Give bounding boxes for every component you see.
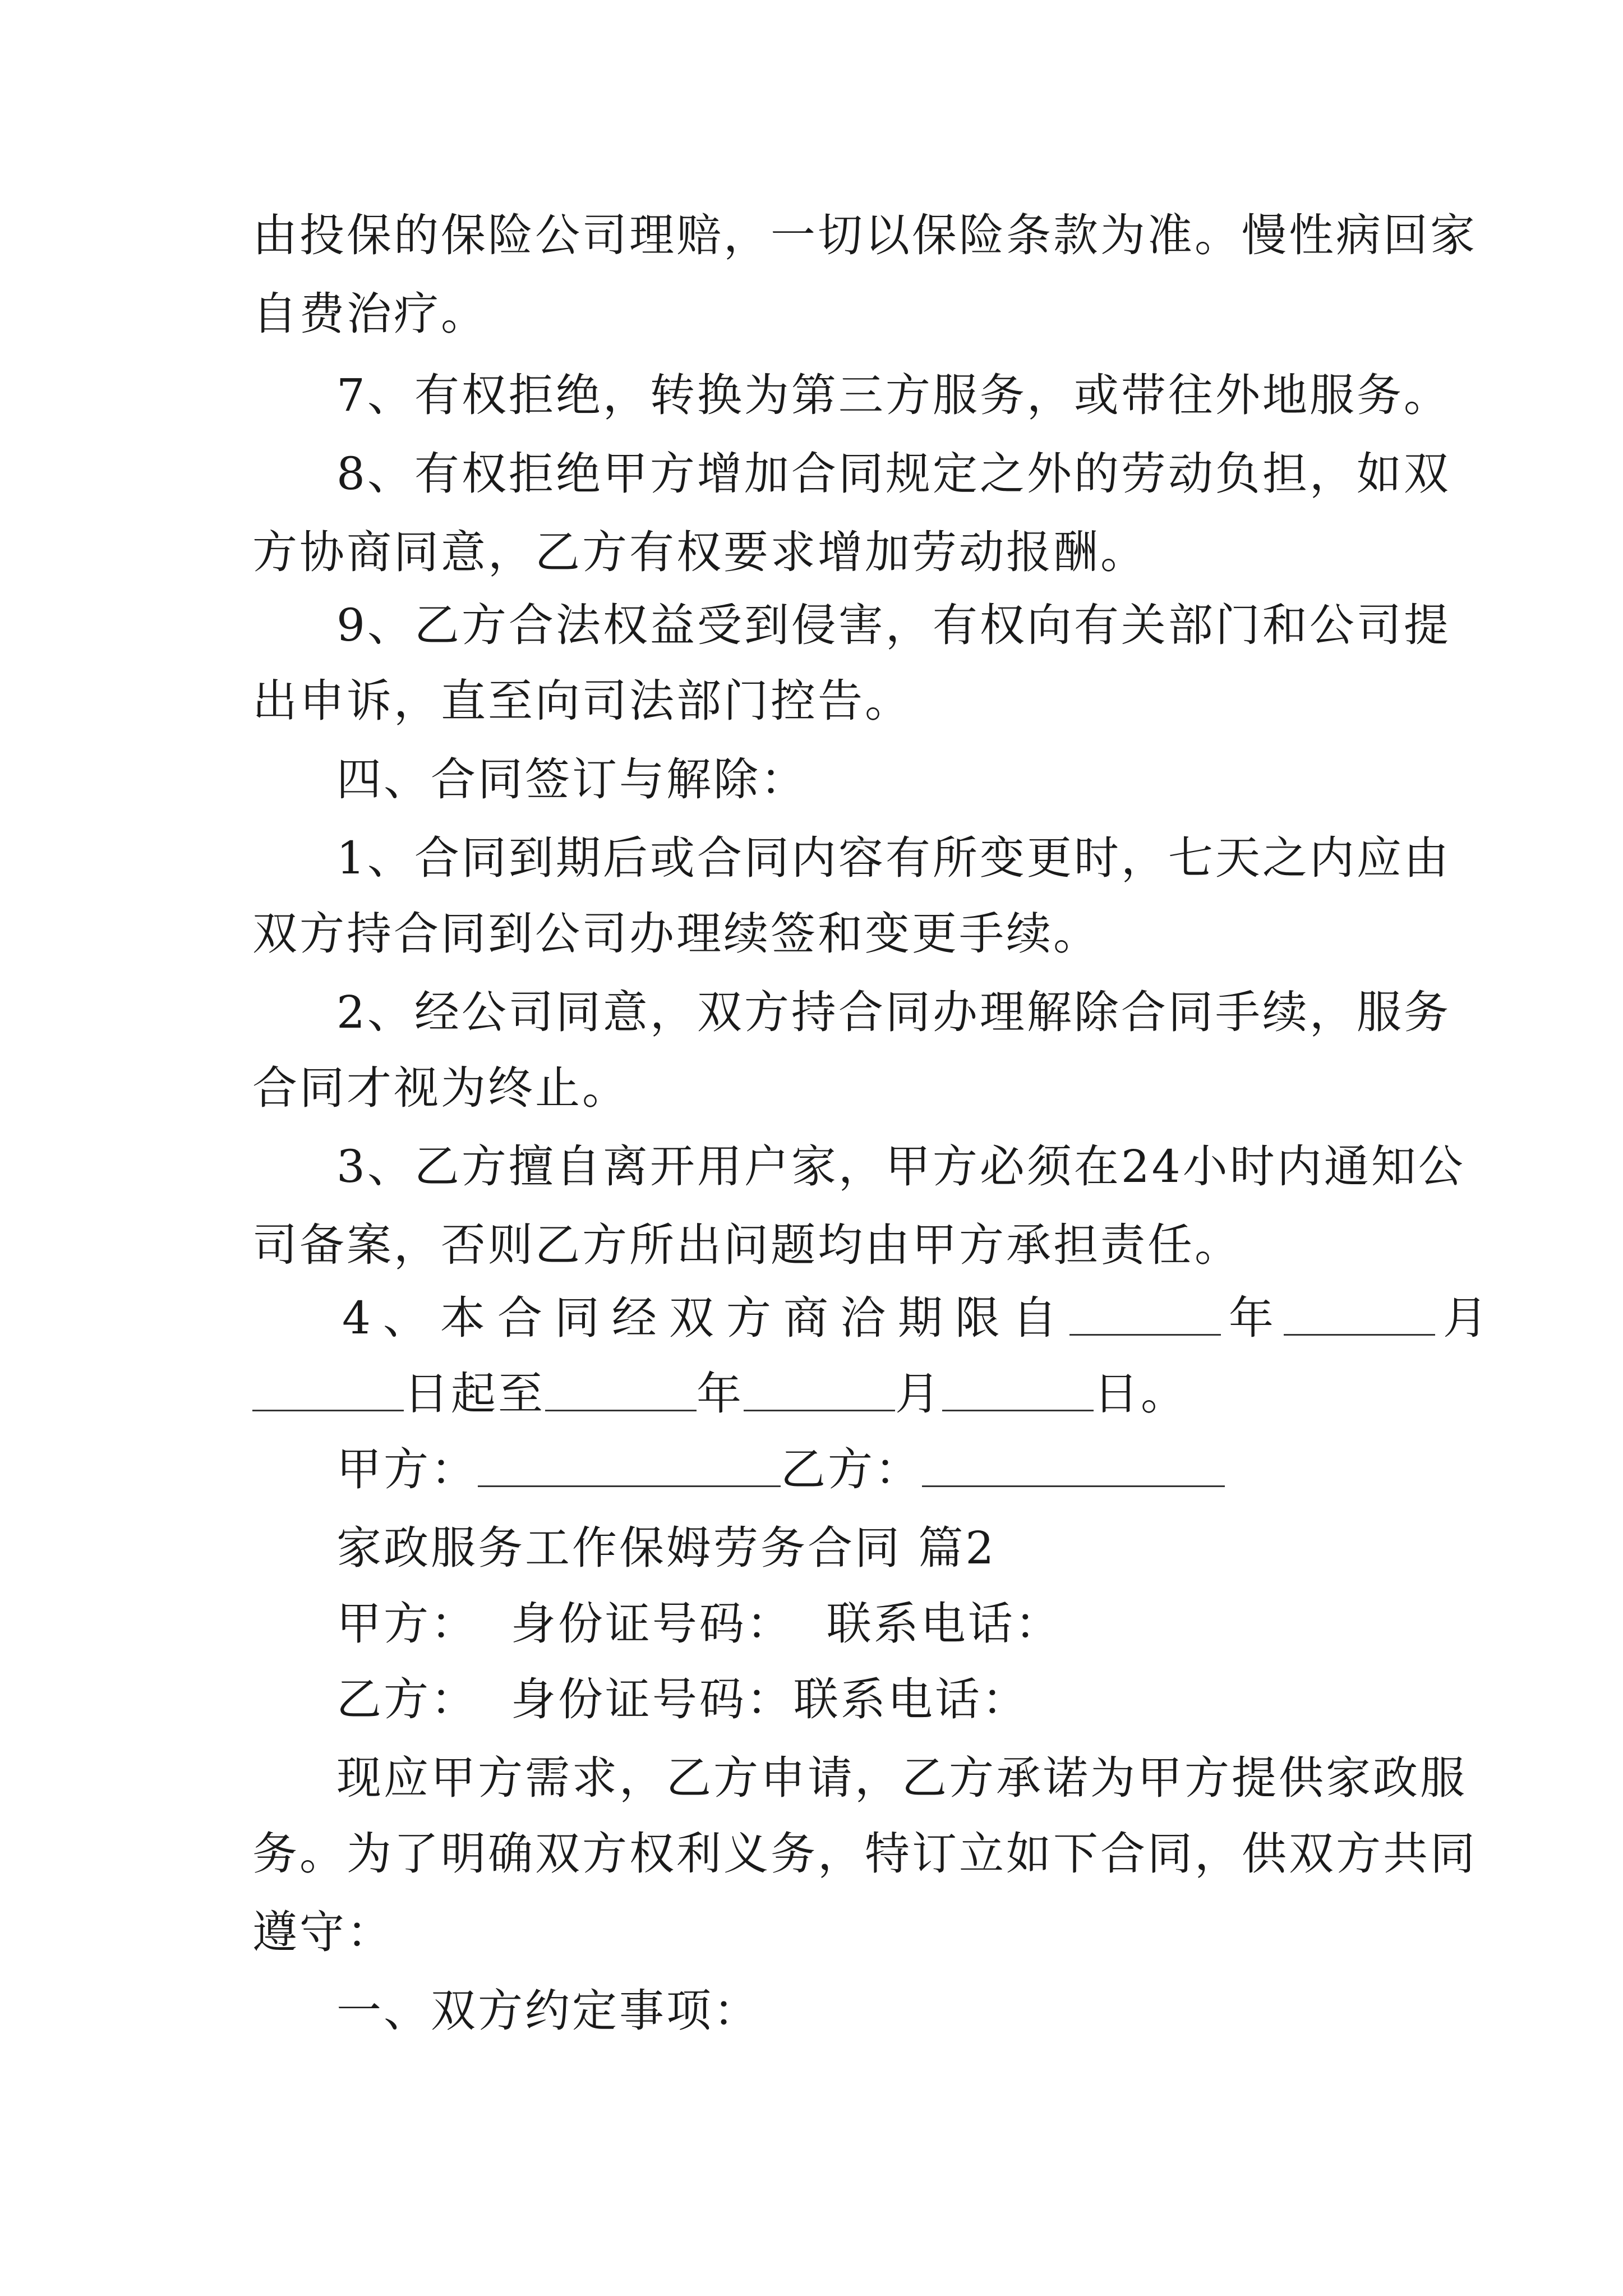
text-line: 由投保的保险公司理赔，一切以保险条款为准。慢性病回家 <box>252 209 1477 261</box>
party-a-signature-field <box>478 1442 781 1487</box>
blank-end-year <box>545 1366 697 1411</box>
day-end-label: 日。 <box>1094 1368 1188 1420</box>
text-line: 双方持合同到公司办理续签和变更手续。 <box>252 908 1100 960</box>
section-heading: 一、双方约定事项： <box>336 1985 760 2037</box>
text-line: 8、有权拒绝甲方增加合同规定之外的劳动负担，如双 <box>336 448 1451 500</box>
text-line: 出申诉，直至向司法部门控告。 <box>252 675 912 727</box>
party-a-info: 甲方： 身份证号码： 联系电话： <box>336 1598 1062 1650</box>
text-line: 合同才视为终止。 <box>252 1062 629 1114</box>
text-line: 2、经公司同意，双方持合同办理解除合同手续，服务 <box>336 986 1451 1038</box>
text-line: 9、乙方合法权益受到侵害，有权向有关部门和公司提 <box>336 599 1451 651</box>
section-heading: 四、合同签订与解除： <box>336 753 808 806</box>
blank-end-month <box>744 1366 895 1411</box>
text-line: 现应甲方需求，乙方申请，乙方承诺为甲方提供家政服 <box>336 1752 1467 1804</box>
blank-end-day <box>942 1366 1094 1411</box>
text-line: 司备案，否则乙方所出问题均由甲方承担责任。 <box>252 1219 1242 1271</box>
text-line: 方协商同意，乙方有权要求增加劳动报酬。 <box>252 526 1147 578</box>
term-line-end <box>252 1366 1385 1422</box>
term-prefix: 4、本合同经双方商洽期限自 <box>342 1292 1069 1344</box>
blank-start-year <box>1069 1290 1221 1336</box>
text-line: 3、乙方擅自离开用户家，甲方必须在24小时内通知公 <box>336 1140 1465 1193</box>
party-b-label: 乙方： <box>781 1443 922 1496</box>
text-line: 遵守： <box>252 1906 394 1958</box>
blank-start-day <box>252 1366 404 1411</box>
party-b-info: 乙方： 身份证号码：联系电话： <box>336 1673 1029 1726</box>
text-line: 7、有权拒绝，转换为第三方服务，或带往外地服务。 <box>336 369 1451 421</box>
text-line: 务。为了明确双方权利义务，特订立如下合同，供双方共同 <box>252 1828 1477 1880</box>
month-label: 月 <box>895 1368 942 1420</box>
text-line: 自费治疗。 <box>252 288 488 340</box>
party-a-label: 甲方： <box>336 1443 478 1496</box>
party-b-signature-field <box>922 1442 1225 1487</box>
year-label: 年 <box>697 1368 744 1420</box>
blank-start-month <box>1284 1290 1435 1336</box>
signature-line <box>336 1442 1385 1498</box>
year-label: 年 <box>1228 1292 1276 1344</box>
month-label: 月 <box>1442 1292 1490 1344</box>
text-line: 1、合同到期后或合同内容有所变更时，七天之内应由 <box>336 832 1451 884</box>
contract-title: 家政服务工作保姆劳务合同 篇2 <box>336 1522 997 1574</box>
day-start-label: 日起至 <box>404 1368 545 1420</box>
term-line-start <box>342 1290 1490 1346</box>
